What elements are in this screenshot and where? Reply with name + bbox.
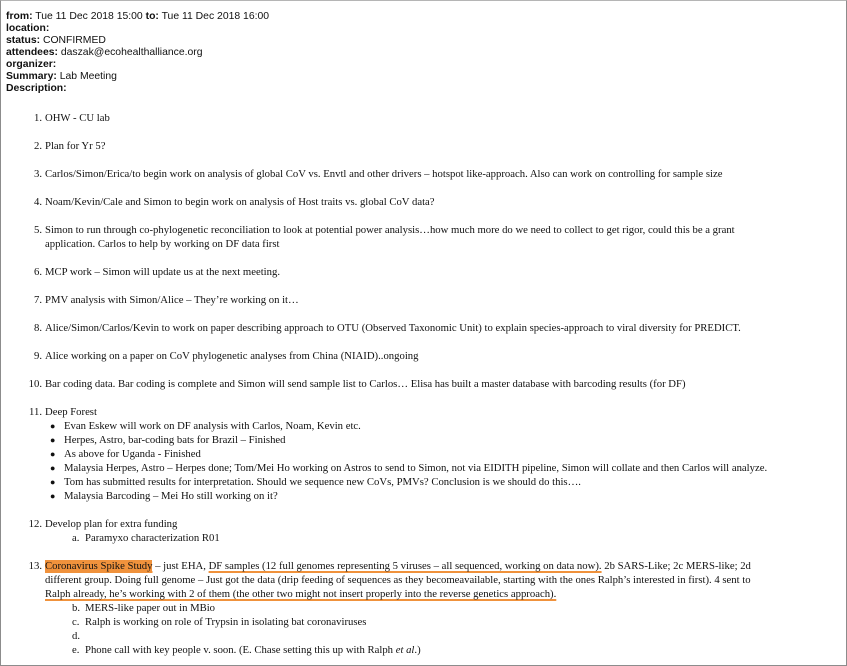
bullet-icon: ● (50, 435, 56, 445)
description-label: Description: (6, 83, 67, 94)
item-number: 4. (33, 196, 42, 208)
item-text: Carlos/Simon/Erica/to begin work on analysis of global CoV vs. Envtl and other drivers – hotspot like-approach. Also can work on controlling for sample size (45, 168, 723, 180)
to-value: Tue 11 Dec 2018 16:00 (161, 11, 270, 22)
sub-item-text-fragment: Phone call with key people v. soon. (E. Chase setting this up with Ralph (85, 644, 396, 656)
organizer-line (6, 59, 269, 71)
status-value: CONFIRMED (42, 35, 106, 46)
underlined-text: Ralph already, he’s working with 2 of them (the other two might not insert properly into the reverse genetics approach). (45, 588, 557, 600)
bullet-text: Herpes, Astro, bar-coding bats for Brazil – Finished (64, 434, 286, 446)
item-number: 2. (33, 140, 42, 152)
item-number: 7. (33, 294, 42, 306)
bullet-icon: ● (50, 449, 56, 459)
item-text: Bar coding data. Bar coding is complete and Simon will send sample list to Carlos… Elisa has built a master database with barcoding results (for DF) (45, 378, 686, 390)
sub-item-letter: e. (72, 644, 80, 656)
item-text: Alice working on a paper on CoV phylogenetic analyses from China (NIAID)..ongoing (45, 350, 419, 362)
attendees-value[interactable]: daszak@ecohealthalliance.org (60, 47, 203, 58)
sub-item-text: MERS-like paper out in MBio (85, 602, 216, 614)
item-number: 8. (33, 322, 42, 334)
item-text-line3 (45, 587, 825, 601)
summary-value: Lab Meeting (59, 71, 117, 82)
to-label: to: (145, 11, 159, 22)
item-text: PMV analysis with Simon/Alice – They’re working on it… (45, 294, 299, 306)
sub-item-text: Ralph is working on role of Trypsin in isolating bat coronaviruses (85, 616, 367, 628)
underlined-text: DF samples (12 full genomes representing 5 viruses – all sequenced, working on data now). (208, 560, 602, 572)
item-number: 5. (33, 224, 42, 236)
item-text: MCP work – Simon will update us at the next meeting. (45, 266, 281, 278)
item-number: 10. (28, 378, 42, 390)
location-line (6, 23, 269, 35)
status-label: status: (6, 35, 41, 46)
item-text: OHW - CU lab (45, 112, 110, 124)
bullet-icon: ● (50, 477, 56, 487)
item-text-line1 (45, 559, 825, 573)
italic-text: et al (395, 644, 415, 656)
bullet-text: Malaysia Barcoding – Mei Ho still working on it? (64, 490, 278, 502)
sub-item-text-fragment: .) (414, 644, 421, 656)
sub-item-letter: a. (72, 532, 80, 544)
summary-label: Summary: (6, 71, 57, 82)
bullet-text: As above for Uganda - Finished (64, 448, 201, 460)
sub-item-letter: b. (72, 602, 81, 614)
attendees-label: attendees: (6, 47, 58, 58)
event-header (6, 11, 269, 95)
location-label: location: (6, 23, 50, 34)
from-line (6, 11, 269, 23)
item-number: 1. (33, 112, 42, 124)
item-number: 3. (33, 168, 42, 180)
from-label: from: (6, 11, 33, 22)
organizer-label: organizer: (6, 59, 57, 70)
item-text: Noam/Kevin/Cale and Simon to begin work on analysis of Host traits vs. global CoV data? (45, 196, 435, 208)
item-text: Alice/Simon/Carlos/Kevin to work on paper describing approach to OTU (Observed Taxonomic Unit) to explain species-approach to viral diversity for PREDICT. (45, 322, 741, 334)
item-text-line2: application. Carlos to help by working on DF data first (45, 238, 280, 250)
attendees-line (6, 47, 269, 59)
item-number: 9. (33, 350, 42, 362)
bullet-text: Evan Eskew will work on DF analysis with Carlos, Noam, Kevin etc. (64, 420, 361, 432)
item-text: Develop plan for extra funding (45, 518, 178, 530)
item-text-fragment: 2b SARS-Like; 2c MERS-like; 2d (601, 560, 751, 572)
sub-item-letter: c. (72, 616, 80, 628)
from-value: Tue 11 Dec 2018 15:00 (35, 11, 143, 22)
item-text: Plan for Yr 5? (45, 140, 106, 152)
item-text-line2: different group. Doing full genome – Just got the data (drip feeding of sequences as they becomeavailable, starting with the ones Ralph’s interested in first). 4 sent to (45, 574, 751, 586)
item-text-fragment: – just EHA, (152, 560, 209, 572)
bullet-icon: ● (50, 463, 56, 473)
bullet-icon: ● (50, 421, 56, 431)
summary-line (6, 71, 269, 83)
sub-item-letter: d. (72, 630, 81, 642)
item-number: 13. (28, 560, 42, 572)
bullet-text: Tom has submitted results for interpretation. Should we sequence new CoVs, PMVs? Conclusion is we should do this…. (64, 476, 581, 488)
item-text-line1: Simon to run through co-phylogenetic reconciliation to look at potential power analysis…how much more do we need to collect to get rigor, could this be a grant (45, 224, 735, 236)
item-number: 12. (28, 518, 42, 530)
item-text: Deep Forest (45, 406, 97, 418)
highlighted-text: Coronavirus Spike Study (45, 560, 153, 572)
bullet-icon: ● (50, 491, 56, 501)
item-number: 6. (33, 266, 42, 278)
bullet-text: Malaysia Herpes, Astro – Herpes done; Tom/Mei Ho working on Astros to send to Simon, not via EIDITH pipeline, Simon will collate and then Carlos will analyze. (64, 462, 768, 474)
sub-item-text: Paramyxo characterization R01 (85, 532, 220, 544)
sub-item-text (85, 643, 421, 657)
item-number: 11. (29, 406, 42, 418)
description-line (6, 83, 269, 95)
status-line (6, 35, 269, 47)
